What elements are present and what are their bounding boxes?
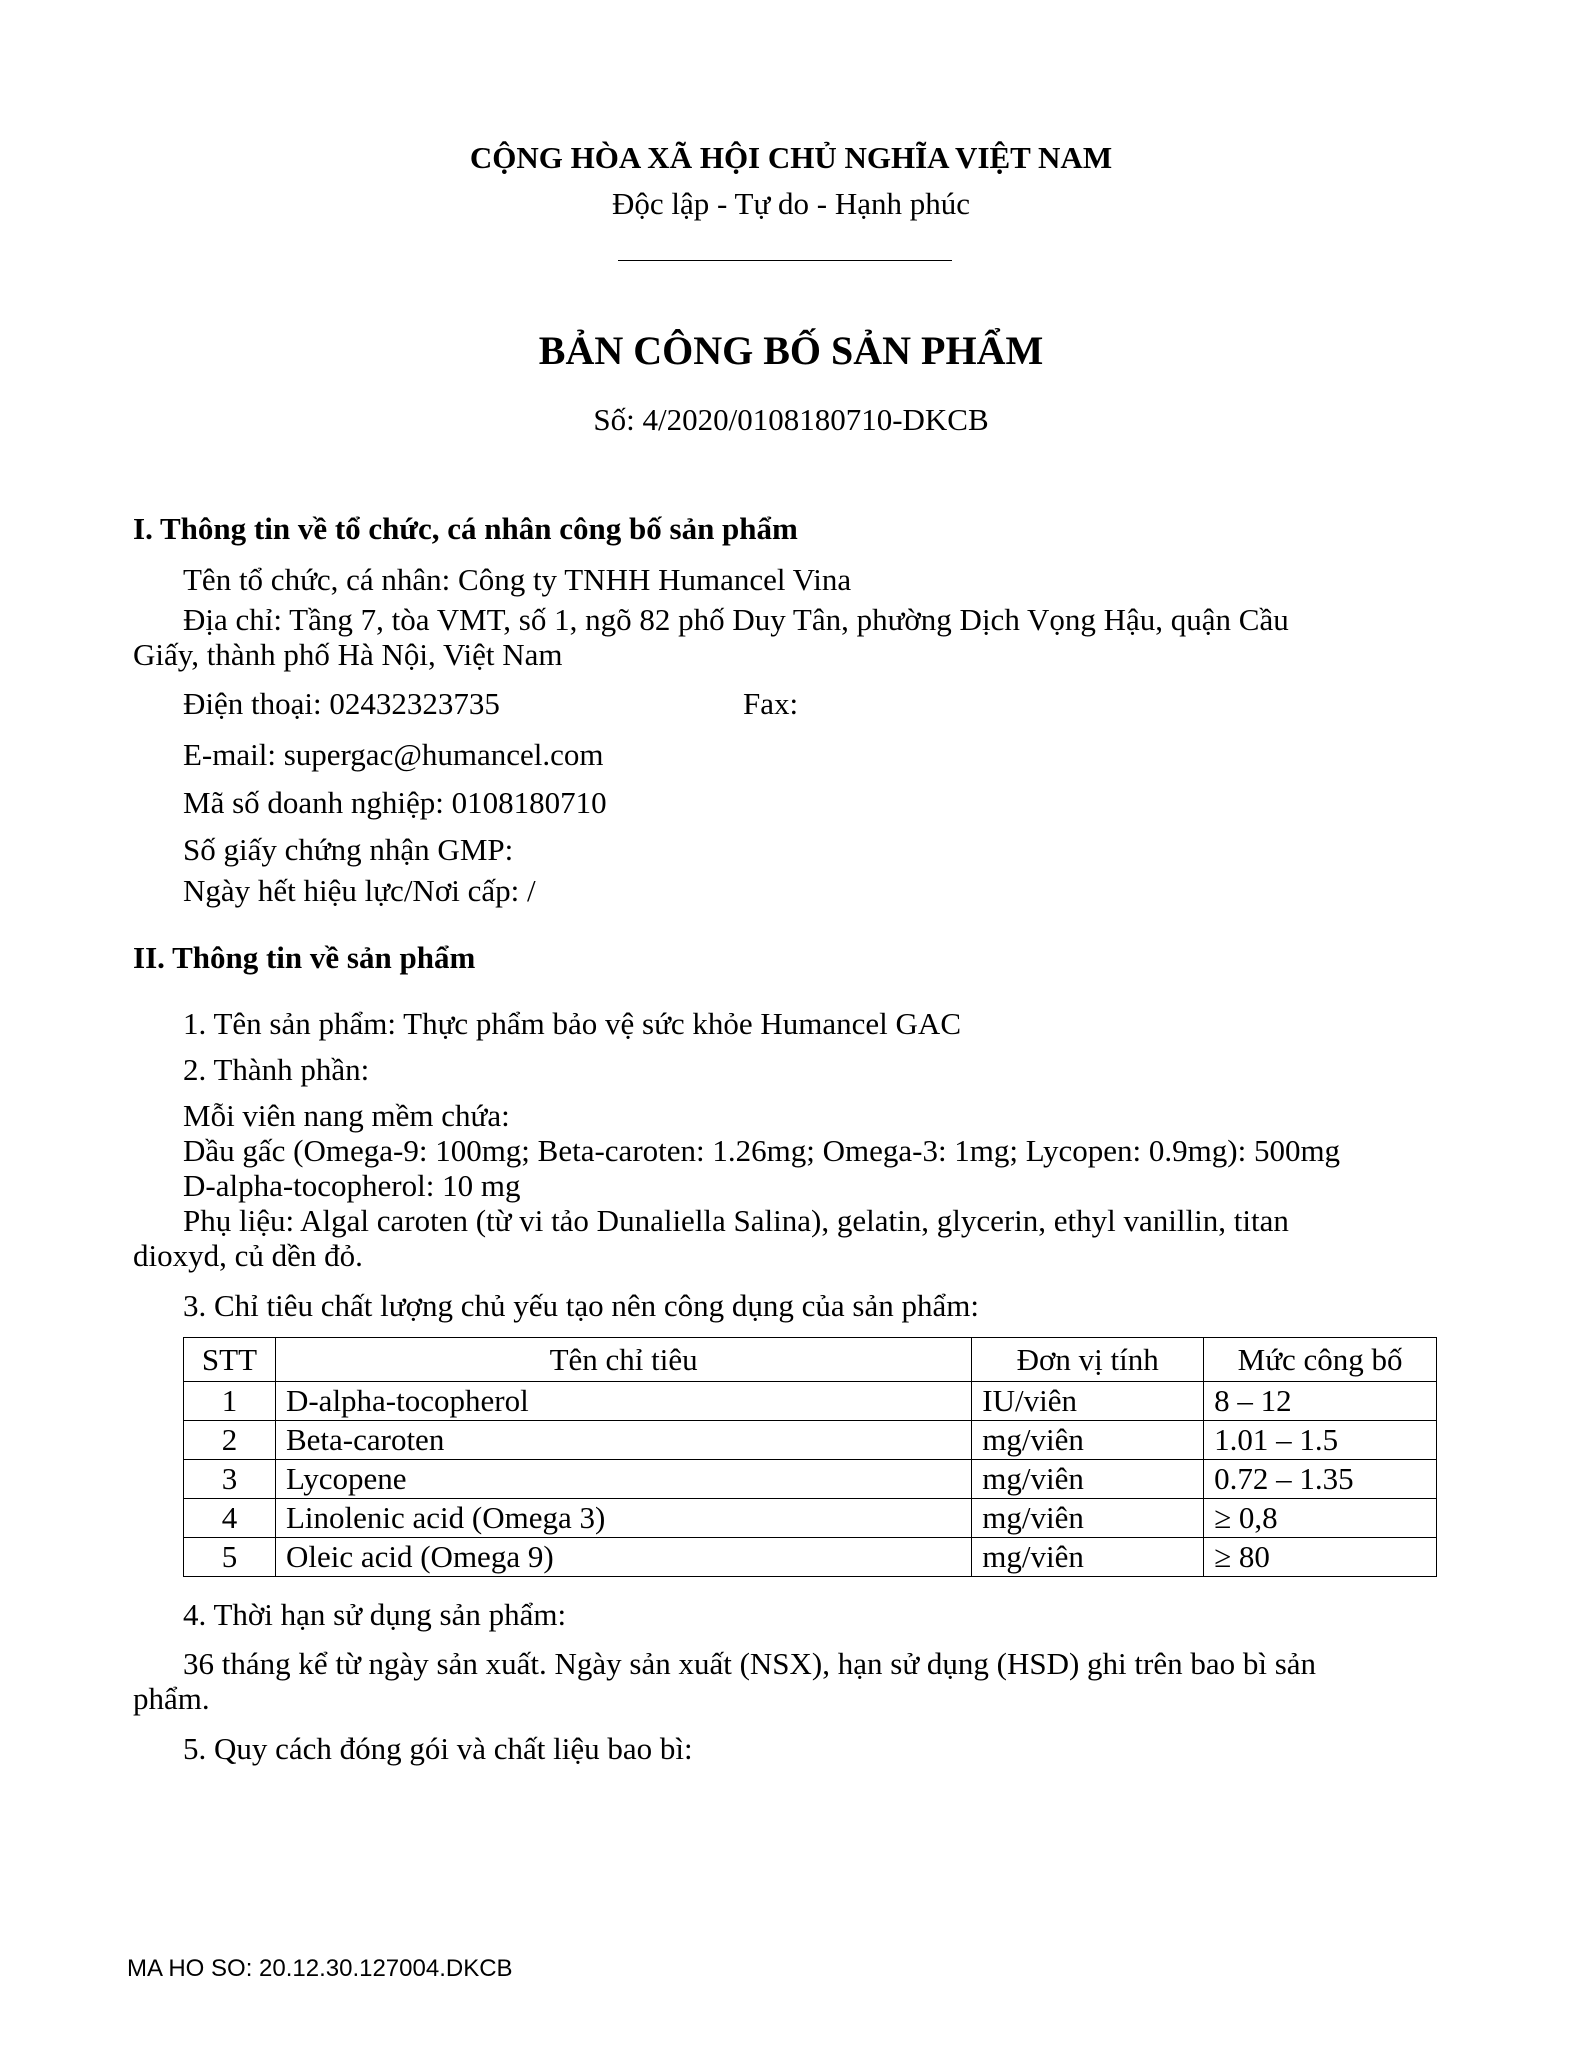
indicator-cell: D-alpha-tocopherol [275, 1382, 971, 1421]
tax-code: Mã số doanh nghiệp: 0108180710 [183, 785, 607, 820]
header-cell: Mức công bố [1204, 1338, 1437, 1382]
stt-cell: 1 [184, 1382, 276, 1421]
indicator-cell: Beta-caroten [275, 1421, 971, 1460]
table-row [184, 1538, 1437, 1577]
indicator-cell: Linolenic acid (Omega 3) [275, 1499, 971, 1538]
expiry: Ngày hết hiệu lực/Nơi cấp: / [183, 873, 536, 908]
excipients-line-2: dioxyd, củ dền đỏ. [133, 1238, 363, 1273]
ingredient-1: Dầu gấc (Omega-9: 100mg; Beta-caroten: 1.26mg; Omega-3: 1mg; Lycopen: 0.9mg): 500mg [183, 1133, 1341, 1168]
quality-label: 3. Chỉ tiêu chất lượng chủ yếu tạo nên công dụng của sản phẩm: [183, 1288, 979, 1323]
address-line-2: Giấy, thành phố Hà Nội, Việt Nam [133, 637, 563, 672]
section2-heading: II. Thông tin về sản phẩm [133, 940, 476, 975]
unit-cell: IU/viên [972, 1382, 1204, 1421]
indicator-cell: Lycopene [275, 1460, 971, 1499]
table-row [184, 1382, 1437, 1421]
fax: Fax: [743, 686, 799, 721]
table-header-row [184, 1338, 1437, 1382]
table-row [184, 1460, 1437, 1499]
header-divider [618, 260, 952, 261]
email: E-mail: supergac@humancel.com [183, 737, 604, 772]
packaging-label: 5. Quy cách đóng gói và chất liệu bao bì: [183, 1731, 693, 1766]
stt-cell: 3 [184, 1460, 276, 1499]
unit-cell: mg/viên [972, 1421, 1204, 1460]
ingredients-label: 2. Thành phần: [183, 1052, 370, 1087]
value-cell: 8 – 12 [1204, 1382, 1437, 1421]
section1-heading: I. Thông tin về tổ chức, cá nhân công bố sản phẩm [133, 511, 798, 546]
gmp-certificate: Số giấy chứng nhận GMP: [183, 832, 514, 867]
document-title: BẢN CÔNG BỐ SẢN PHẨM [538, 328, 1044, 373]
table-row [184, 1421, 1437, 1460]
unit-cell: mg/viên [972, 1538, 1204, 1577]
ingredients-intro: Mỗi viên nang mềm chứa: [183, 1098, 510, 1133]
table-row [184, 1499, 1437, 1538]
header-cell: Tên chỉ tiêu [275, 1338, 971, 1382]
value-cell: 0.72 – 1.35 [1204, 1460, 1437, 1499]
header-cell: Đơn vị tính [972, 1338, 1204, 1382]
shelf-life-line-2: phẩm. [133, 1681, 210, 1716]
address-line-1: Địa chỉ: Tầng 7, tòa VMT, số 1, ngõ 82 phố Duy Tân, phường Dịch Vọng Hậu, quận Cầu [183, 602, 1289, 637]
stt-cell: 2 [184, 1421, 276, 1460]
nation-title: CỘNG HÒA XÃ HỘI CHỦ NGHĨA VIỆT NAM [469, 140, 1113, 175]
value-cell: ≥ 0,8 [1204, 1499, 1437, 1538]
record-code: MA HO SO: 20.12.30.127004.DKCB [127, 1955, 513, 1982]
indicator-cell: Oleic acid (Omega 9) [275, 1538, 971, 1577]
ingredient-2: D-alpha-tocopherol: 10 mg [183, 1168, 521, 1203]
org-name: Tên tổ chức, cá nhân: Công ty TNHH Humancel Vina [183, 562, 852, 597]
unit-cell: mg/viên [972, 1499, 1204, 1538]
motto: Độc lập - Tự do - Hạnh phúc [612, 186, 970, 221]
unit-cell: mg/viên [972, 1460, 1204, 1499]
stt-cell: 5 [184, 1538, 276, 1577]
value-cell: 1.01 – 1.5 [1204, 1421, 1437, 1460]
document-number: Số: 4/2020/0108180710-DKCB [593, 402, 989, 437]
stt-cell: 4 [184, 1499, 276, 1538]
value-cell: ≥ 80 [1204, 1538, 1437, 1577]
quality-table [183, 1337, 1437, 1577]
product-name: 1. Tên sản phẩm: Thực phẩm bảo vệ sức khỏe Humancel GAC [183, 1006, 961, 1041]
shelf-life-label: 4. Thời hạn sử dụng sản phẩm: [183, 1597, 567, 1632]
header-cell: STT [184, 1338, 276, 1382]
phone: Điện thoại: 02432323735 [183, 686, 500, 721]
excipients-line-1: Phụ liệu: Algal caroten (từ vi tảo Dunaliella Salina), gelatin, glycerin, ethyl vanillin, titan [183, 1203, 1289, 1238]
shelf-life-line-1: 36 tháng kể từ ngày sản xuất. Ngày sản xuất (NSX), hạn sử dụng (HSD) ghi trên bao bì sản [183, 1646, 1317, 1681]
